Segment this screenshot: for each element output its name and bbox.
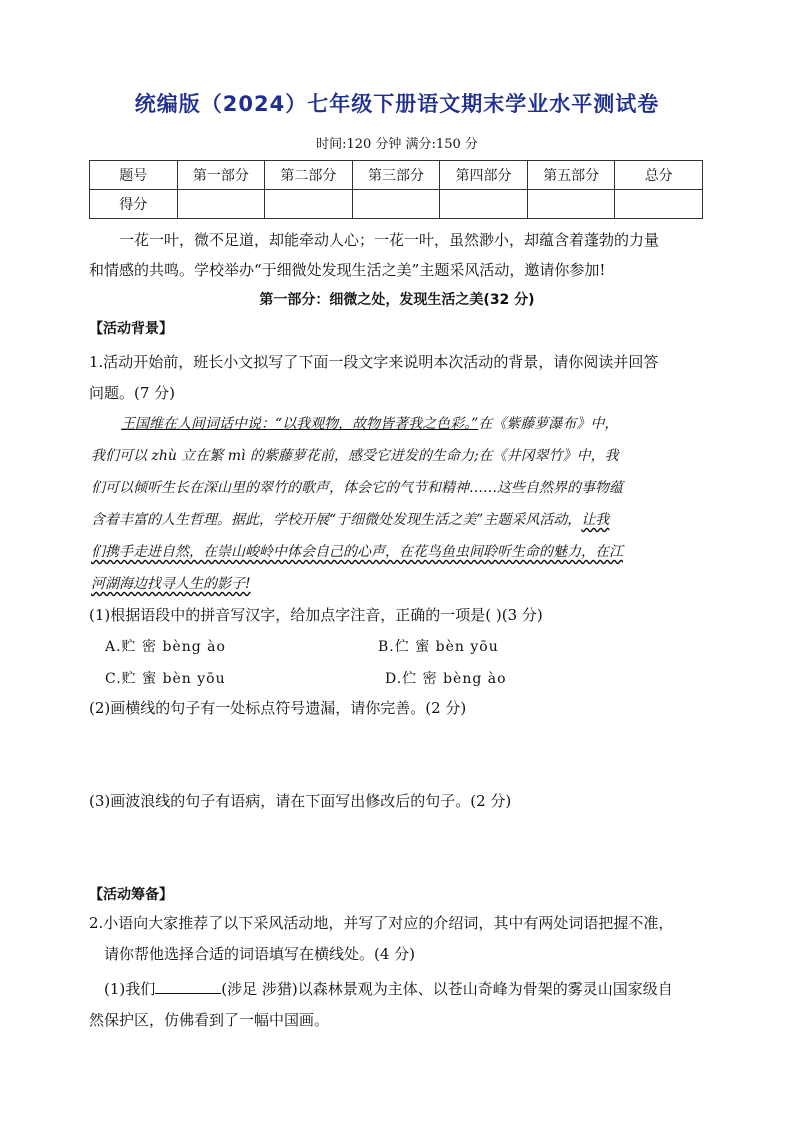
underlined-sentence: 王国维在人间词话中说：“以我观物，故物皆著我之色彩。” bbox=[121, 416, 479, 432]
question-1-line-1: 1.活动开始前，班长小文拟写了下面一段文字来说明本次活动的背景，请你阅读并回答 bbox=[89, 353, 659, 371]
option-a[interactable]: A.贮 密 bèng ào bbox=[105, 639, 226, 655]
wavy-sentence: 们携手走进自然，在崇山峻岭中体会自己的心声，在花鸟鱼虫间聆听生命的魅力，在江 bbox=[91, 544, 623, 560]
score-cell[interactable] bbox=[265, 190, 353, 219]
part1-heading: 第一部分：细微之处，发现生活之美(32 分) bbox=[259, 292, 535, 308]
question-2-line-2: 请你帮他选择合适的词语填写在横线处。(4 分) bbox=[104, 945, 416, 963]
passage-line-3: 们可以倾听生长在深山里的翠竹的歌声，体会它的气节和精神……这些自然界的事物蕴 bbox=[91, 480, 623, 496]
question-2-1-suffix: (涉足 涉猎)以森林景观为主体、以苍山奇峰为骨架的雾灵山国家级自 bbox=[221, 980, 673, 998]
score-table bbox=[89, 160, 703, 219]
table-header-cell: 第五部分 bbox=[527, 161, 615, 190]
answer-blank[interactable] bbox=[155, 977, 221, 994]
table-header-cell: 题号 bbox=[90, 161, 178, 190]
table-header-cell: 第三部分 bbox=[352, 161, 440, 190]
wavy-sentence-start: 让我 bbox=[581, 512, 610, 528]
question-1-1: (1)根据语段中的拼音写汉字，给加点字注音，正确的一项是( )(3 分) bbox=[89, 606, 543, 624]
score-row-label: 得分 bbox=[90, 190, 178, 219]
score-table-score-row bbox=[90, 190, 703, 219]
question-1-3: (3)画波浪线的句子有语病，请在下面写出修改后的句子。(2 分) bbox=[89, 792, 512, 810]
passage-text: 含着丰富的人生哲理。据此，学校开展“于细微处发现生活之美”主题采风活动， bbox=[91, 512, 582, 528]
option-d[interactable]: D.伫 密 bèng ào bbox=[385, 671, 507, 687]
question-1-line-2: 问题。(7 分) bbox=[89, 384, 176, 402]
question-2-1-prefix: (1)我们 bbox=[104, 980, 156, 998]
intro-line-1: 一花一叶，微不足道，却能牵动人心；一花一叶，虽然渺小，却蕴含着蓬勃的力量 bbox=[119, 231, 660, 249]
table-header-cell: 第二部分 bbox=[265, 161, 353, 190]
time-score-info: 时间:120 分钟 满分:150 分 bbox=[316, 137, 478, 152]
passage-line-6 bbox=[91, 574, 703, 595]
option-b[interactable]: B.伫 蜜 bèn yōu bbox=[378, 639, 499, 655]
score-cell[interactable] bbox=[440, 190, 528, 219]
passage-line-5 bbox=[91, 542, 703, 563]
table-header-cell: 第一部分 bbox=[177, 161, 265, 190]
passage-text: 在《紫藤萝瀑布》中， bbox=[478, 416, 619, 432]
score-table-header-row bbox=[90, 161, 703, 190]
page-title: 统编版（2024）七年级下册语文期末学业水平测试卷 bbox=[134, 92, 660, 116]
question-1-2: (2)画横线的句子有一处标点符号遗漏，请你完善。(2 分) bbox=[89, 699, 467, 717]
passage-line-2: 我们可以 zhù 立在繁 mì 的紫藤萝花前，感受它迸发的生命力;在《井冈翠竹》中，我 bbox=[91, 448, 619, 464]
score-cell[interactable] bbox=[527, 190, 615, 219]
score-cell[interactable] bbox=[352, 190, 440, 219]
activity-background-label: 【活动背景】 bbox=[89, 321, 173, 337]
passage-line-1 bbox=[121, 414, 703, 435]
option-c[interactable]: C.贮 蜜 bèn yōu bbox=[105, 671, 226, 687]
passage-line-4 bbox=[91, 510, 703, 531]
question-2-1-line-1 bbox=[104, 977, 719, 1000]
score-cell[interactable] bbox=[615, 190, 703, 219]
intro-line-2: 和情感的共鸣。学校举办“于细微处发现生活之美”主题采风活动，邀请你参加! bbox=[89, 261, 606, 279]
wavy-sentence-end: 河湖海边找寻人生的影子! bbox=[91, 576, 251, 592]
score-cell[interactable] bbox=[177, 190, 265, 219]
question-2-line-1: 2.小语向大家推荐了以下采风活动地，并写了对应的介绍词，其中有两处词语把握不准， bbox=[89, 914, 674, 932]
activity-preparation-label: 【活动筹备】 bbox=[89, 887, 173, 903]
table-header-cell: 第四部分 bbox=[440, 161, 528, 190]
question-2-1-line-2: 然保护区，仿佛看到了一幅中国画。 bbox=[89, 1011, 330, 1029]
table-header-cell: 总分 bbox=[615, 161, 703, 190]
